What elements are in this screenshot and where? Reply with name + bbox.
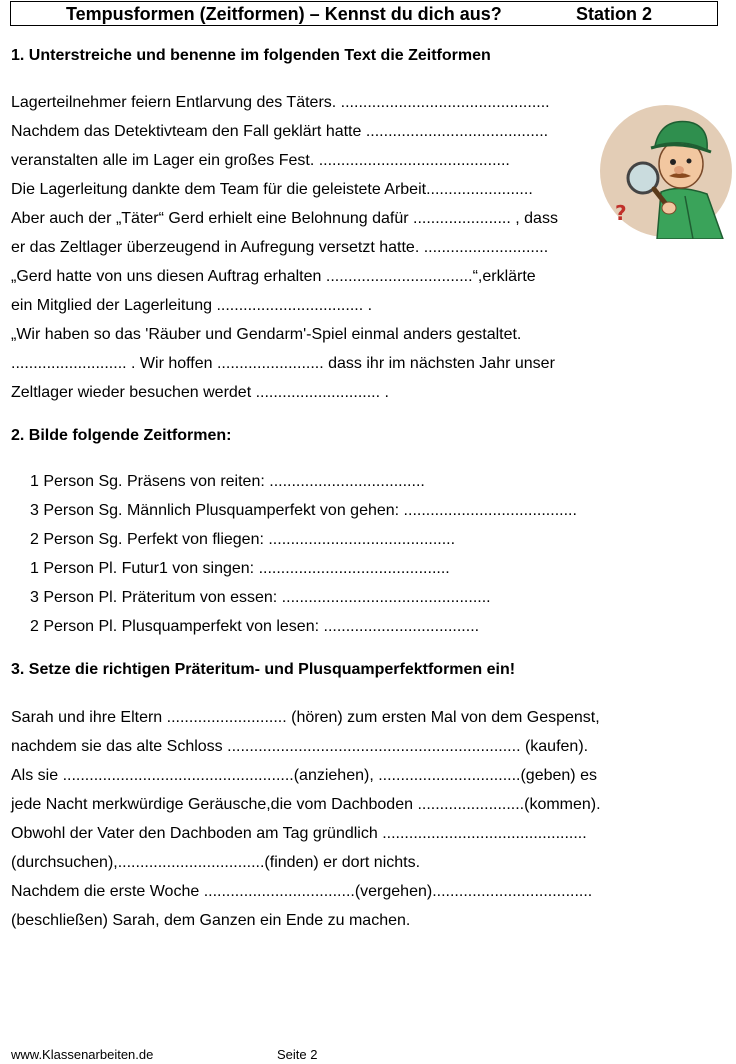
- section1-line: Die Lagerleitung dankte dem Team für die geleistete Arbeit........................: [11, 181, 533, 198]
- footer-website-link[interactable]: www.Klassenarbeiten.de: [11, 1047, 154, 1062]
- section2-heading: 2. Bilde folgende Zeitformen:: [11, 427, 232, 444]
- section2-line: 2 Person Sg. Perfekt von fliegen: ..........................................: [30, 531, 456, 548]
- section1-line: Aber auch der „Täter“ Gerd erhielt eine Belohnung dafür ...................... , dass: [11, 210, 558, 227]
- section1-line: .......................... . Wir hoffen ........................ dass ihr im nächsten Jahr unser: [11, 355, 555, 372]
- question-mark-icon: ?: [615, 201, 627, 225]
- section3-line: Als sie ....................................................(anziehen), ................................(geben) es: [11, 767, 597, 784]
- section1-line: „Gerd hatte von uns diesen Auftrag erhalten .................................“,erklärte: [11, 268, 536, 285]
- detective-illustration: [599, 104, 734, 239]
- section3-line: Obwohl der Vater den Dachboden am Tag gründlich ..............................................: [11, 825, 587, 842]
- section2-line: 3 Person Pl. Präteritum von essen: ...............................................: [30, 589, 491, 606]
- station-label: Station 2: [576, 4, 653, 24]
- section1-line: veranstalten alle im Lager ein großes Fest. ...........................................: [11, 152, 510, 169]
- section3-line: Sarah und ihre Eltern ........................... (hören) zum ersten Mal von dem Gespenst,: [11, 709, 600, 726]
- section3-line: (beschließen) Sarah, dem Ganzen ein Ende zu machen.: [11, 912, 411, 929]
- worksheet-title: Tempusformen (Zeitformen) – Kennst du dich aus?: [66, 4, 502, 24]
- section3-line: (durchsuchen),.................................(finden) er dort nichts.: [11, 854, 421, 871]
- section1-line: Zeltlager wieder besuchen werdet ............................ .: [11, 384, 389, 401]
- section3-heading: 3. Setze die richtigen Präteritum- und Plusquamperfektformen ein!: [11, 661, 516, 678]
- section2-line: 1 Person Sg. Präsens von reiten: ...................................: [30, 473, 425, 490]
- section2-line: 3 Person Sg. Männlich Plusquamperfekt von gehen: .......................................: [30, 502, 577, 519]
- section3-line: Nachdem die erste Woche ..................................(vergehen)....................................: [11, 883, 593, 900]
- section3-line: nachdem sie das alte Schloss .................................................................. (kaufen).: [11, 738, 589, 755]
- section2-line: 2 Person Pl. Plusquamperfekt von lesen: ...................................: [30, 618, 480, 635]
- section1-line: „Wir haben so das 'Räuber und Gendarm'-Spiel einmal anders gestaltet.: [11, 326, 522, 343]
- section1-line: Nachdem das Detektivteam den Fall geklärt hatte .........................................: [11, 123, 549, 140]
- section1-heading: 1. Unterstreiche und benenne im folgenden Text die Zeitformen: [11, 47, 491, 64]
- section1-line: ein Mitglied der Lagerleitung ................................. .: [11, 297, 373, 314]
- worksheet-header: [10, 1, 718, 26]
- section1-line: Lagerteilnehmer feiern Entlarvung des Täters. ...............................................: [11, 94, 550, 111]
- section1-line: er das Zeltlager überzeugend in Aufregung versetzt hatte. ............................: [11, 239, 549, 256]
- section3-line: jede Nacht merkwürdige Geräusche,die vom Dachboden ........................(kommen).: [11, 796, 601, 813]
- section2-line: 1 Person Pl. Futur1 von singen: ...........................................: [30, 560, 450, 577]
- footer-page-number: Seite 2: [277, 1047, 318, 1062]
